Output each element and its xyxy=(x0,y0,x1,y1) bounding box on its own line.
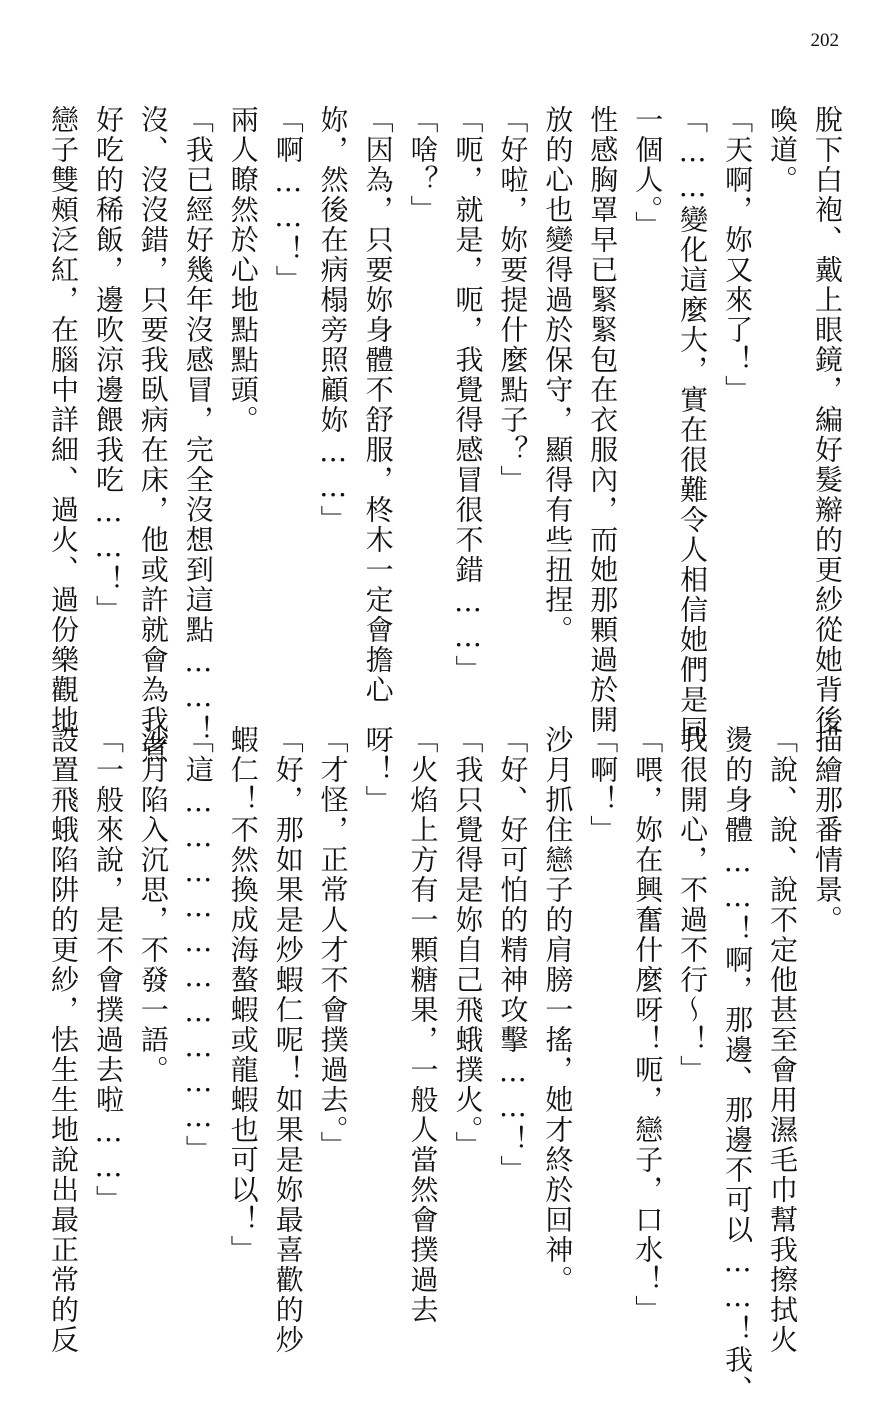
text-line: 兩人瞭然於心地點點頭。 xyxy=(226,105,260,435)
text-line: 「喂，妳在興奮什麼呀！呃，戀子，口水！」 xyxy=(631,725,665,1325)
text-line: 「好、好可怕的精神攻擊……！」 xyxy=(496,725,530,1185)
text-line: 一個人。」 xyxy=(631,105,665,241)
text-line: 「……變化這麼大，實在很難令人相信她們是同 xyxy=(676,105,710,745)
text-line: 「好啦，妳要提什麼點子？」 xyxy=(496,105,530,495)
text-line: 沙月抓住戀子的肩膀一搖，她才終於回神。 xyxy=(541,725,575,1295)
text-line: 「一般來說，是不會撲過去啦……」 xyxy=(91,725,125,1215)
text-line: 「說、說、說不定他甚至會用濕毛巾幫我擦拭火 xyxy=(766,725,799,1355)
text-line: 「這…………………………」 xyxy=(181,725,215,1165)
text-line: 「因為，只要妳身體不舒服，柊木一定會擔心 xyxy=(361,105,395,705)
text-line: 描繪那番情景。 xyxy=(810,725,844,935)
text-line: 設置飛蛾陷阱的更紗，怯生生地說出最正常的反 xyxy=(47,725,80,1355)
text-line: 沒、沒沒錯，只要我臥病在床，他或許就會為我煮 xyxy=(136,105,170,765)
text-line: 「天啊，妳又來了！」 xyxy=(721,105,755,405)
text-block-top xyxy=(45,105,845,765)
text-line: 脫下白袍、戴上眼鏡，編好髮辮的更紗從她背後 xyxy=(810,105,844,735)
text-line: 喚道。 xyxy=(766,105,799,195)
text-line: 「啥？」 xyxy=(406,105,440,225)
text-line: 呀！」 xyxy=(361,725,395,815)
text-line: 蝦仁！不然換成海螯蝦或龍蝦也可以！」 xyxy=(226,725,260,1265)
page-number: 202 xyxy=(810,30,839,51)
text-block-bottom xyxy=(45,725,845,1405)
text-line: 「好，那如果是炒蝦仁呢！如果是妳最喜歡的炒 xyxy=(271,725,305,1355)
text-line: 我很開心，不過不行～！」 xyxy=(676,725,710,1085)
text-line: 性感胸罩早已緊緊包在衣服內，而她那顆過於開 xyxy=(586,105,620,735)
text-line: 妳，然後在病榻旁照顧妳……」 xyxy=(316,105,350,535)
text-line: 沙月陷入沉思，不發一語。 xyxy=(136,725,170,1085)
text-line: 戀子雙頰泛紅，在腦中詳細、過火、過份樂觀地 xyxy=(47,105,80,735)
text-line: 「才怪，正常人才不會撲過去。」 xyxy=(316,725,350,1161)
text-line: 「呃，就是，呃，我覺得感冒很不錯……」 xyxy=(451,105,485,685)
text-line: 燙的身體……！啊，那邊、那邊不可以……！我、 xyxy=(721,725,755,1405)
text-line: 放的心也變得過於保守，顯得有些扭捏。 xyxy=(541,105,575,645)
text-line: 「啊！」 xyxy=(586,725,620,845)
text-line: 「啊……！」 xyxy=(271,105,305,295)
text-line: 「我已經好幾年沒感冒，完全沒想到這點……！ xyxy=(181,105,215,745)
text-line: 「火焰上方有一顆糖果，一般人當然會撲過去 xyxy=(406,725,440,1325)
text-line: 「我只覺得是妳自己飛蛾撲火。」 xyxy=(451,725,485,1161)
text-line: 好吃的稀飯，邊吹涼邊餵我吃……！」 xyxy=(91,105,125,625)
